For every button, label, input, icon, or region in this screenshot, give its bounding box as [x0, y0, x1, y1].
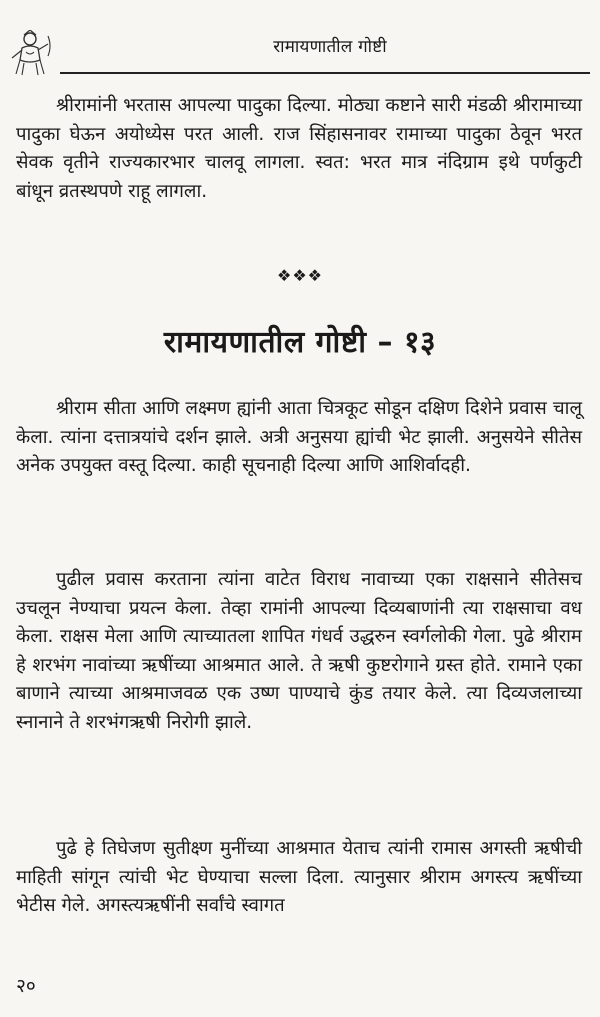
section-ornament: ❖❖❖ — [276, 266, 324, 285]
header-divider — [60, 72, 590, 74]
paragraph-text: पुढे हे तिघेजण सुतीक्ष्ण मुनींच्या आश्रमात येताच त्यांनी रामास अगस्ती ऋषीची माहिती सांगून त्यांची भेट घेण्याचा सल्ला दिला. त्यानुसार श्रीराम अगस्त्य ऋषींच्या भेटीस गेले. अगस्त्यऋषींनी सर्वांचे स्वागत — [16, 838, 582, 916]
paragraph-text: श्रीरामांनी भरतास आपल्या पादुका दिल्या. मोठ्या कष्टाने सारी मंडळी श्रीरामाच्या पादुका घेऊन अयोध्येस परत आली. राज सिंहासनावर रामाच्या पादुका ठेवून भरत सेवक वृतीने राज्यकारभार चालवू लागला. स्वत: भरत मात्र नंदिग्राम इथे पर्णकुटी बांधून व्रतस्थपणे राहू लागला. — [16, 95, 582, 202]
chapter-title: रामायणातील गोष्टी – १३ — [163, 325, 437, 360]
running-header-title: रामायणातील गोष्टी — [273, 37, 387, 57]
paragraph-bharat-padukas — [16, 92, 582, 206]
paragraph-viradh — [16, 566, 582, 737]
paragraph-chitrakoot — [16, 395, 582, 481]
page-number: २० — [16, 975, 36, 997]
paragraph-sutikshna — [16, 835, 582, 921]
rama-figure-icon — [8, 30, 52, 76]
paragraph-text: पुढील प्रवास करताना त्यांना वाटेत विराध नावाच्या एका राक्षसाने सीतेसच उचलून नेण्याचा प्रयत्न केला. तेव्हा रामांनी आपल्या दिव्यबाणांनी त्या राक्षसाचा वध केला. राक्षस मेला आणि त्याच्यातला शापित गंधर्व उद्धरुन स्वर्गलोकी गेला. पुढे श्रीराम हे शरभंग नावांच्या ऋषींच्या आश्रमात आले. ते ऋषी कुष्टरोगाने ग्रस्त होते. रामाने एका बाणाने त्याच्या आश्रमाजवळ एक उष्ण पाण्याचे कुंड तयार केले. त्या दिव्यजलाच्या स्नानाने ते शरभंगऋषी निरोगी झाले. — [16, 569, 582, 733]
paragraph-text: श्रीराम सीता आणि लक्ष्मण ह्यांनी आता चित्रकूट सोडून दक्षिण दिशेने प्रवास चालू केला. त्यांना दत्तात्रयांचे दर्शन झाले. अत्री अनुसया ह्यांची भेट झाली. अनुसयेने सीतेस अनेक उपयुक्त वस्तू दिल्या. काही सूचनाही दिल्या आणि आशिर्वादही. — [16, 398, 582, 476]
